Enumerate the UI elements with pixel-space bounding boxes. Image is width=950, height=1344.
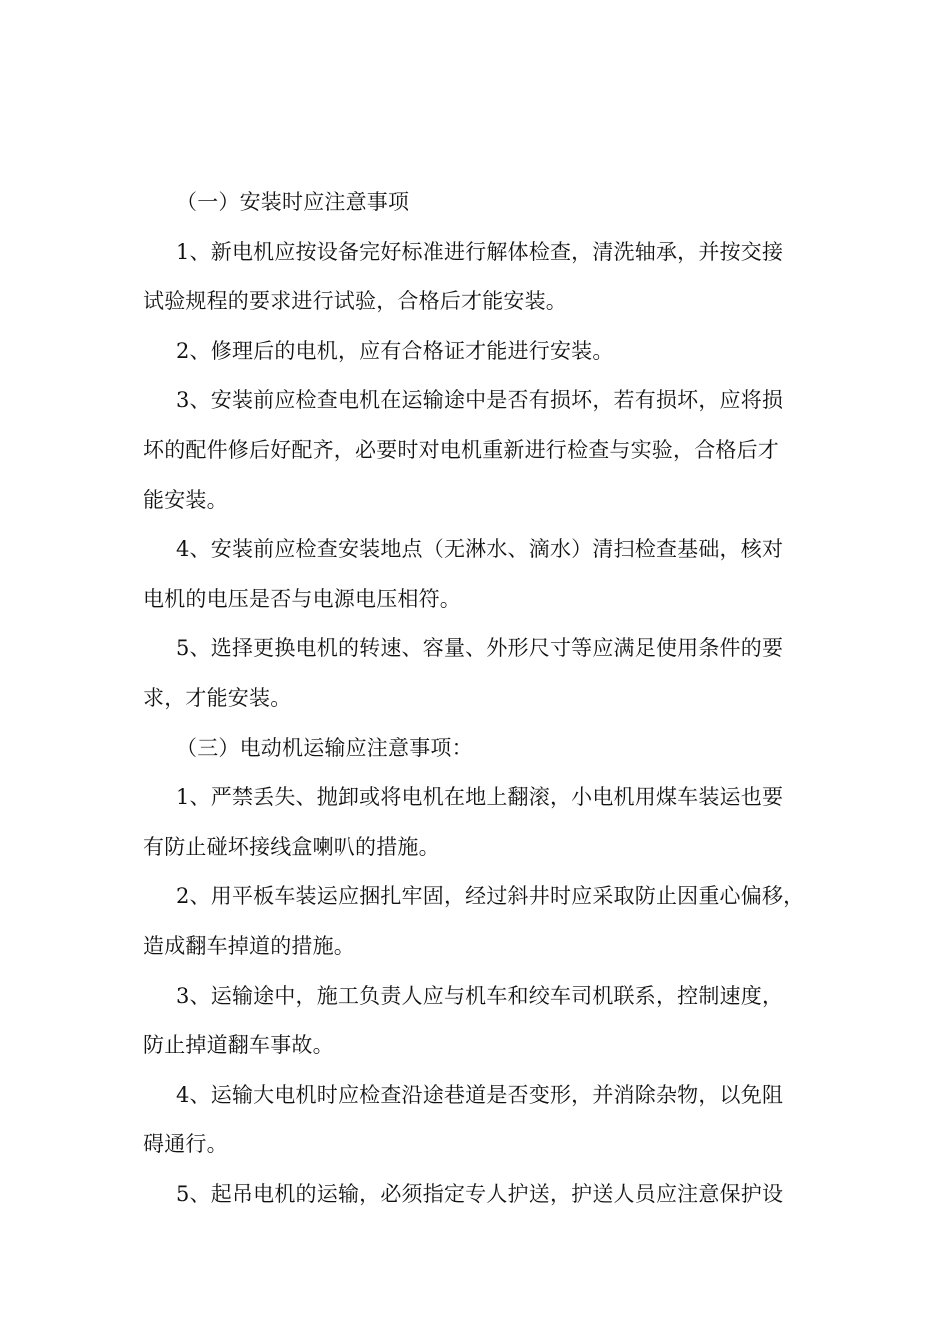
paragraph-line: 2、修理后的电机，应有合格证才能进行安装。 xyxy=(176,338,614,363)
paragraph-line: 电机的电压是否与电源电压相符。 xyxy=(143,586,461,611)
paragraph-line: 5、选择更换电机的转速、容量、外形尺寸等应满足使用条件的要 xyxy=(176,636,784,661)
paragraph-line: 3、运输途中，施工负责人应与机车和绞车司机联系，控制速度， xyxy=(176,983,784,1008)
section-heading-transport: （三）电动机运输应注意事项： xyxy=(176,735,473,760)
paragraph-line: 1、新电机应按设备完好标准进行解体检查，清洗轴承，并按交接 xyxy=(176,239,784,264)
paragraph-line: 4、运输大电机时应检查沿途巷道是否变形，并消除杂物，以免阻 xyxy=(176,1082,784,1107)
document-body xyxy=(143,178,823,1219)
paragraph-line: 试验规程的要求进行试验，合格后才能安装。 xyxy=(143,289,567,314)
paragraph-line: 求，才能安装。 xyxy=(143,685,292,710)
paragraph-line: 能安装。 xyxy=(143,487,228,512)
paragraph-line: 1、严禁丢失、抛卸或将电机在地上翻滚，小电机用煤车装运也要 xyxy=(176,785,784,810)
paragraph-line: 碍通行。 xyxy=(143,1132,228,1157)
paragraph-line: 2、用平板车装运应捆扎牢固，经过斜井时应采取防止因重心偏移， xyxy=(176,884,805,909)
paragraph-line: 造成翻车掉道的措施。 xyxy=(143,933,355,958)
paragraph-line: 坏的配件修后好配齐，必要时对电机重新进行检查与实验，合格后才 xyxy=(143,437,779,462)
section-heading-installation: （一）安装时应注意事项 xyxy=(176,190,410,214)
paragraph-line: 4、安装前应检查安装地点（无淋水、滴水）清扫检查基础，核对 xyxy=(176,537,784,562)
paragraph-line: 3、安装前应检查电机在运输途中是否有损坏，若有损坏，应将损 xyxy=(176,388,784,413)
paragraph-line: 5、起吊电机的运输，必须指定专人护送，护送人员应注意保护设 xyxy=(176,1181,784,1206)
paragraph-line: 有防止碰坏接线盒喇叭的措施。 xyxy=(143,834,440,859)
paragraph-line: 防止掉道翻车事故。 xyxy=(143,1033,334,1058)
